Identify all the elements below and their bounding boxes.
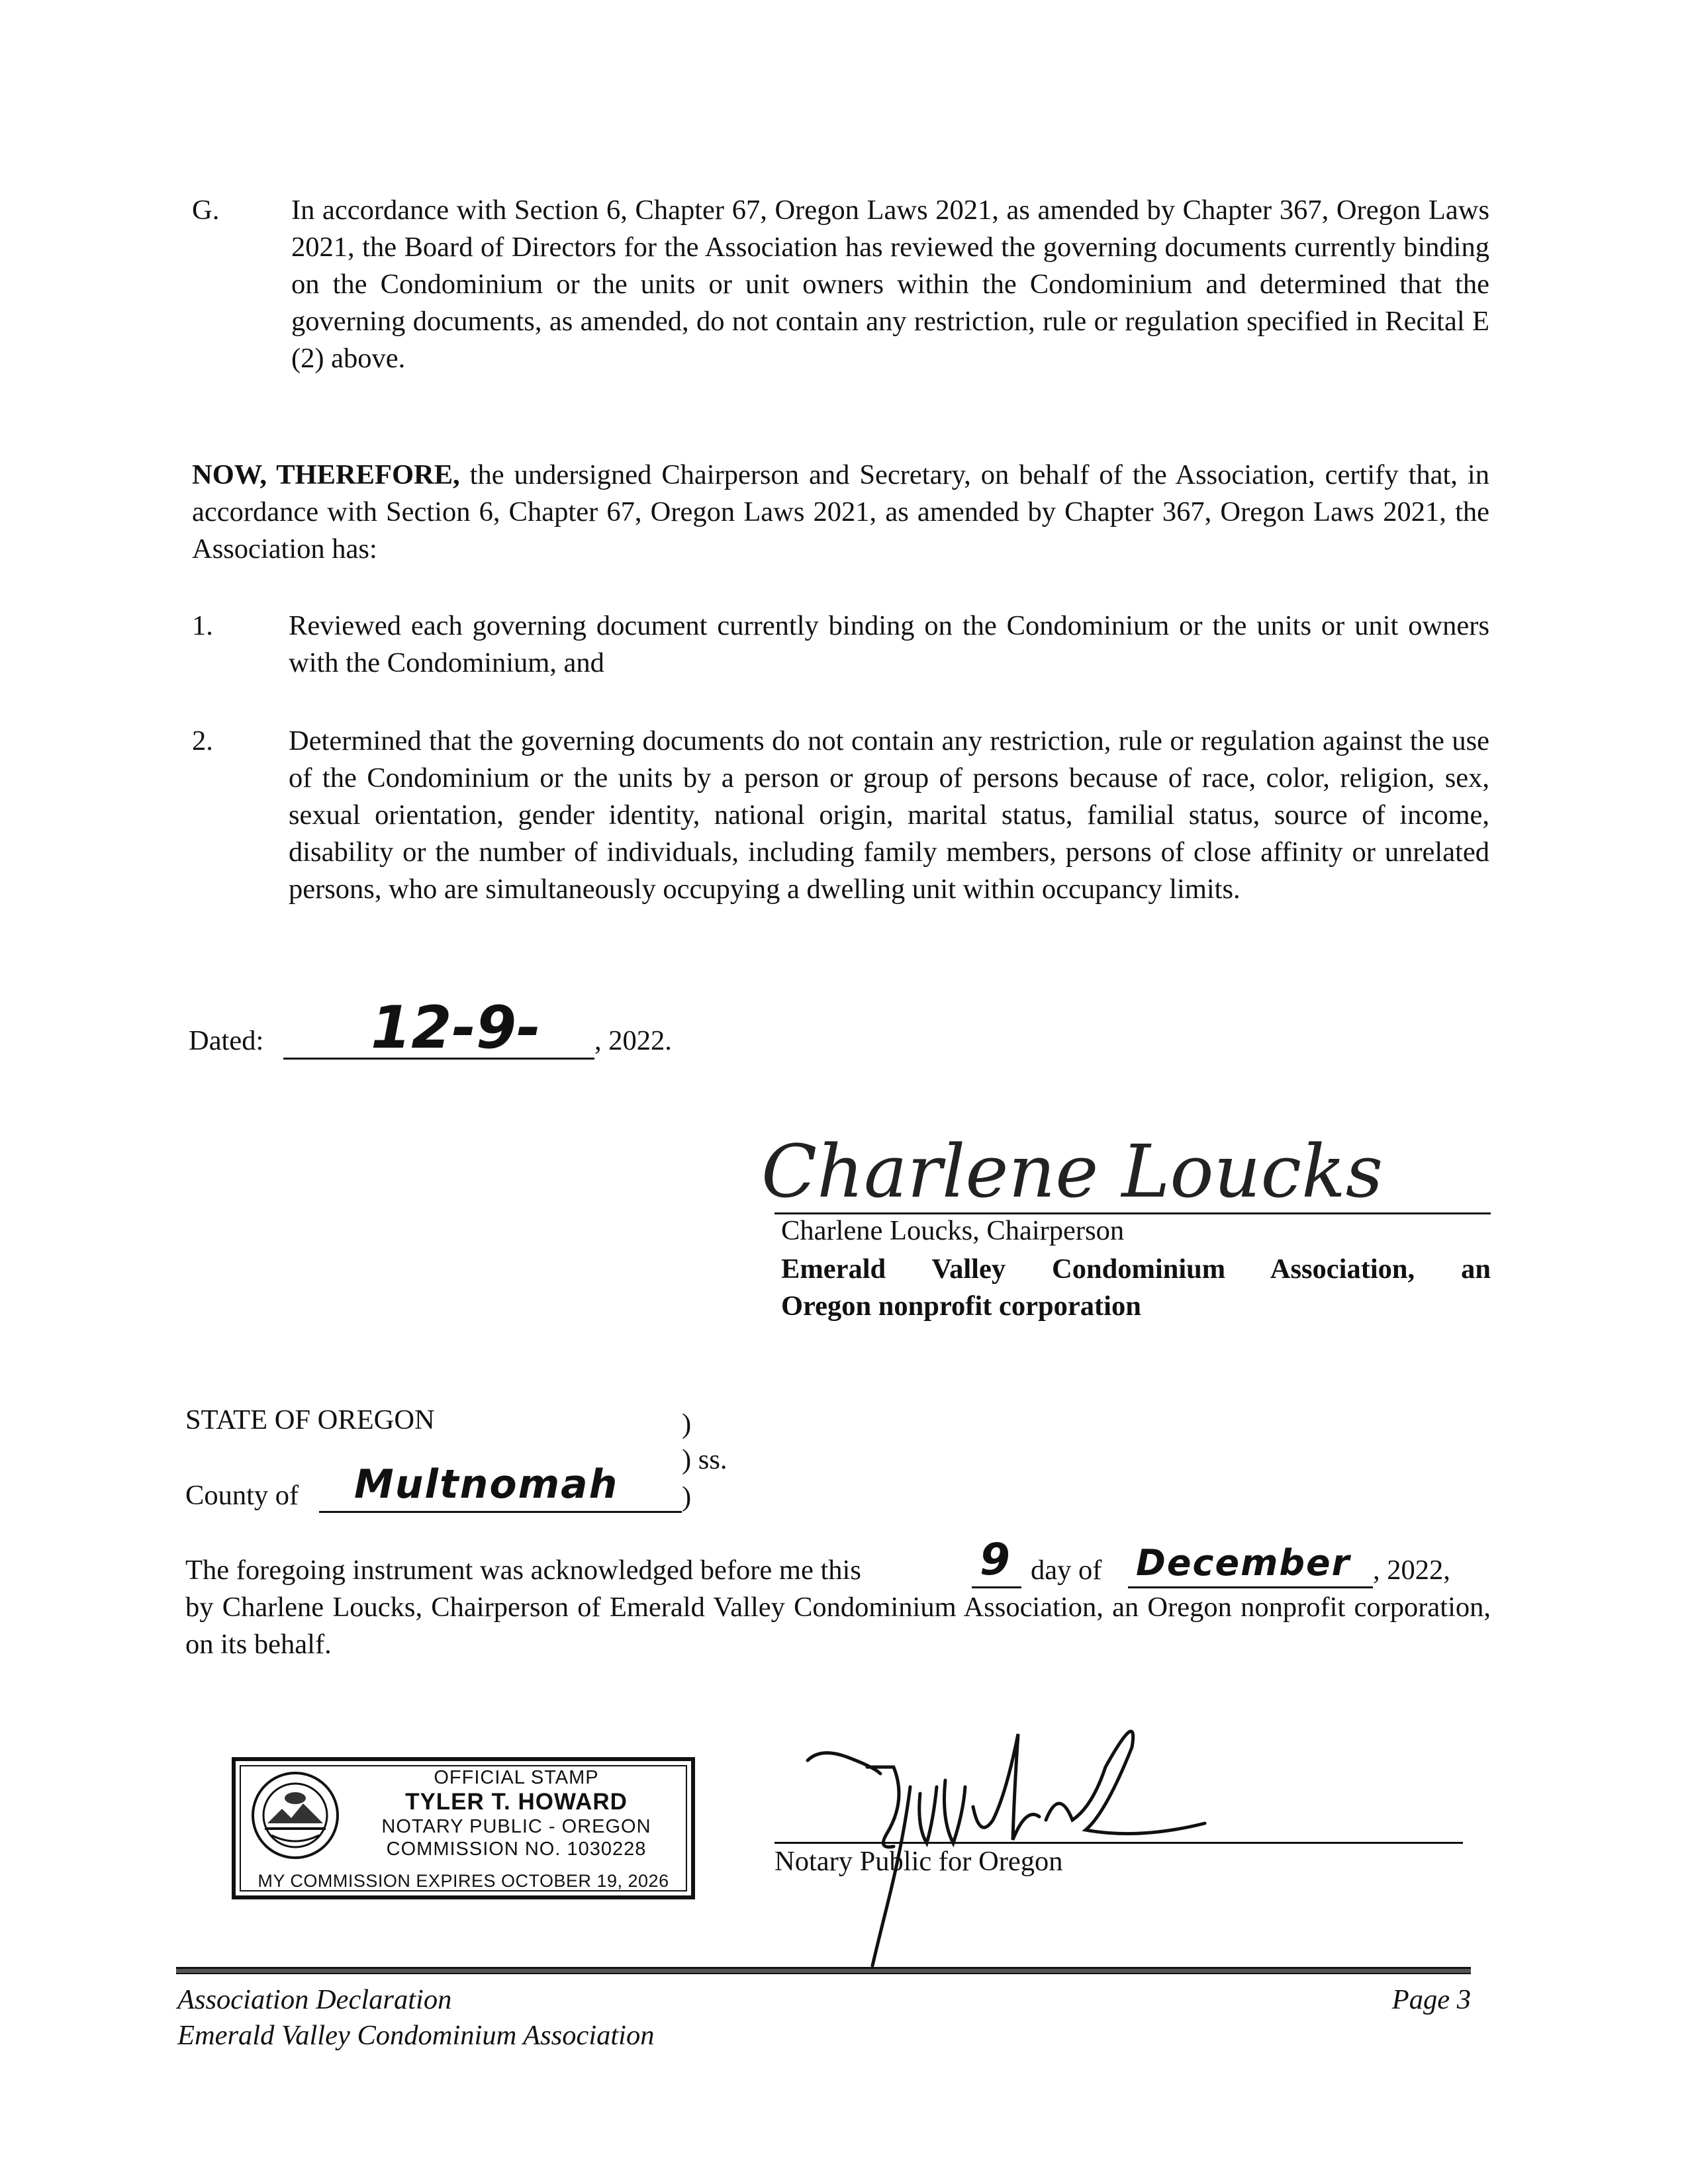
month-line (1128, 1586, 1373, 1588)
acknowledgment-rest: by Charlene Loucks, Chairperson of Emerald Valley Condominium Association, an Oregon nonprofit corporation, on its behalf. (185, 1592, 1491, 1660)
venue-state: STATE OF OREGON (185, 1404, 435, 1435)
footer-left-line1: Association Declaration (177, 1984, 452, 2015)
notary-stamp (232, 1757, 695, 1899)
month-handwritten: December (1136, 1542, 1351, 1584)
now-therefore-lead: NOW, THEREFORE, (192, 459, 460, 490)
dated-handwritten: 12-9- (371, 993, 541, 1062)
notary-signature (794, 1707, 1258, 1972)
recital-g-text: In accordance with Section 6, Chapter 67, Oregon Laws 2021, as amended by Chapter 367, Oregon Laws 2021, the Board of Directors for the Association has reviewed the governing documents currently binding on the Condominium or the units or unit owners within the Condominium and determined that the governing documents, as amended, do not contain any restriction, rule or regulation specified in Recital E (2) above. (291, 195, 1489, 374)
now-therefore-paragraph (192, 457, 1489, 568)
item-1-number: 1. (192, 610, 213, 641)
chairperson-org-line1: Emerald Valley Condominium Association, an (781, 1253, 1491, 1285)
stamp-line-commission: COMMISSION NO. 1030228 (386, 1839, 647, 1860)
footer-rule (176, 1967, 1471, 1974)
stamp-line-official: OFFICIAL STAMP (434, 1767, 599, 1788)
dated-label: Dated: (189, 1025, 264, 1056)
chairperson-org-line2: Oregon nonprofit corporation (781, 1291, 1141, 1322)
venue-ss: ) ss. (682, 1444, 727, 1475)
venue-county-label: County of (185, 1480, 299, 1511)
now-therefore-text: the undersigned Chairperson and Secretary, on behalf of the Association, certify that, in accordance with Section 6, Chapter 67, Oregon Laws 2021, as amended by Chapter 367, Oregon Laws 2021, the Association has: (192, 459, 1489, 565)
item-2-number: 2. (192, 725, 213, 756)
county-handwritten: Multnomah (354, 1461, 619, 1508)
stamp-notary-name: TYLER T. HOWARD (405, 1789, 628, 1815)
county-line (319, 1511, 682, 1513)
venue-paren-3: ) (682, 1481, 692, 1512)
dated-suffix: , 2022. (594, 1025, 672, 1056)
venue-paren-1: ) (682, 1408, 692, 1439)
recital-g-label: G. (192, 195, 220, 226)
acknowledgment-part1: The foregoing instrument was acknowledged before me this (185, 1555, 861, 1586)
item-2-text: Determined that the governing documents do not contain any restriction, rule or regulation against the use of the Condominium or the units by a person or group of persons because of race, color, religion, sex, sexual orientation, gender identity, national origin, marital status, familial status, source of income, disability or the number of individuals, including family members, persons of close affinity or unrelated persons, who are simultaneously occupying a dwelling unit within occupancy limits. (289, 725, 1489, 905)
acknowledgment-part3: , 2022, (1373, 1555, 1450, 1586)
item-1-text: Reviewed each governing document currently binding on the Condominium or the units or unit owners with the Condominium, and (289, 610, 1489, 678)
oregon-seal-icon (249, 1769, 342, 1862)
day-handwritten: 9 (980, 1534, 1010, 1585)
notary-label: Notary Public for Oregon (774, 1846, 1063, 1877)
stamp-line-expiration: MY COMMISSION EXPIRES OCTOBER 19, 2026 (258, 1871, 669, 1891)
stamp-line-notary-public: NOTARY PUBLIC - OREGON (381, 1816, 651, 1837)
day-line (972, 1586, 1021, 1588)
acknowledgment-part2: day of (1031, 1555, 1102, 1586)
chairperson-signature: Charlene Loucks (761, 1129, 1383, 1214)
footer-left-line2: Emerald Valley Condominium Association (177, 2020, 655, 2051)
footer-page-number: Page 3 (1391, 1984, 1471, 2015)
stamp-text-block (348, 1766, 684, 1860)
chairperson-printed-name: Charlene Loucks, Chairperson (781, 1215, 1125, 1246)
